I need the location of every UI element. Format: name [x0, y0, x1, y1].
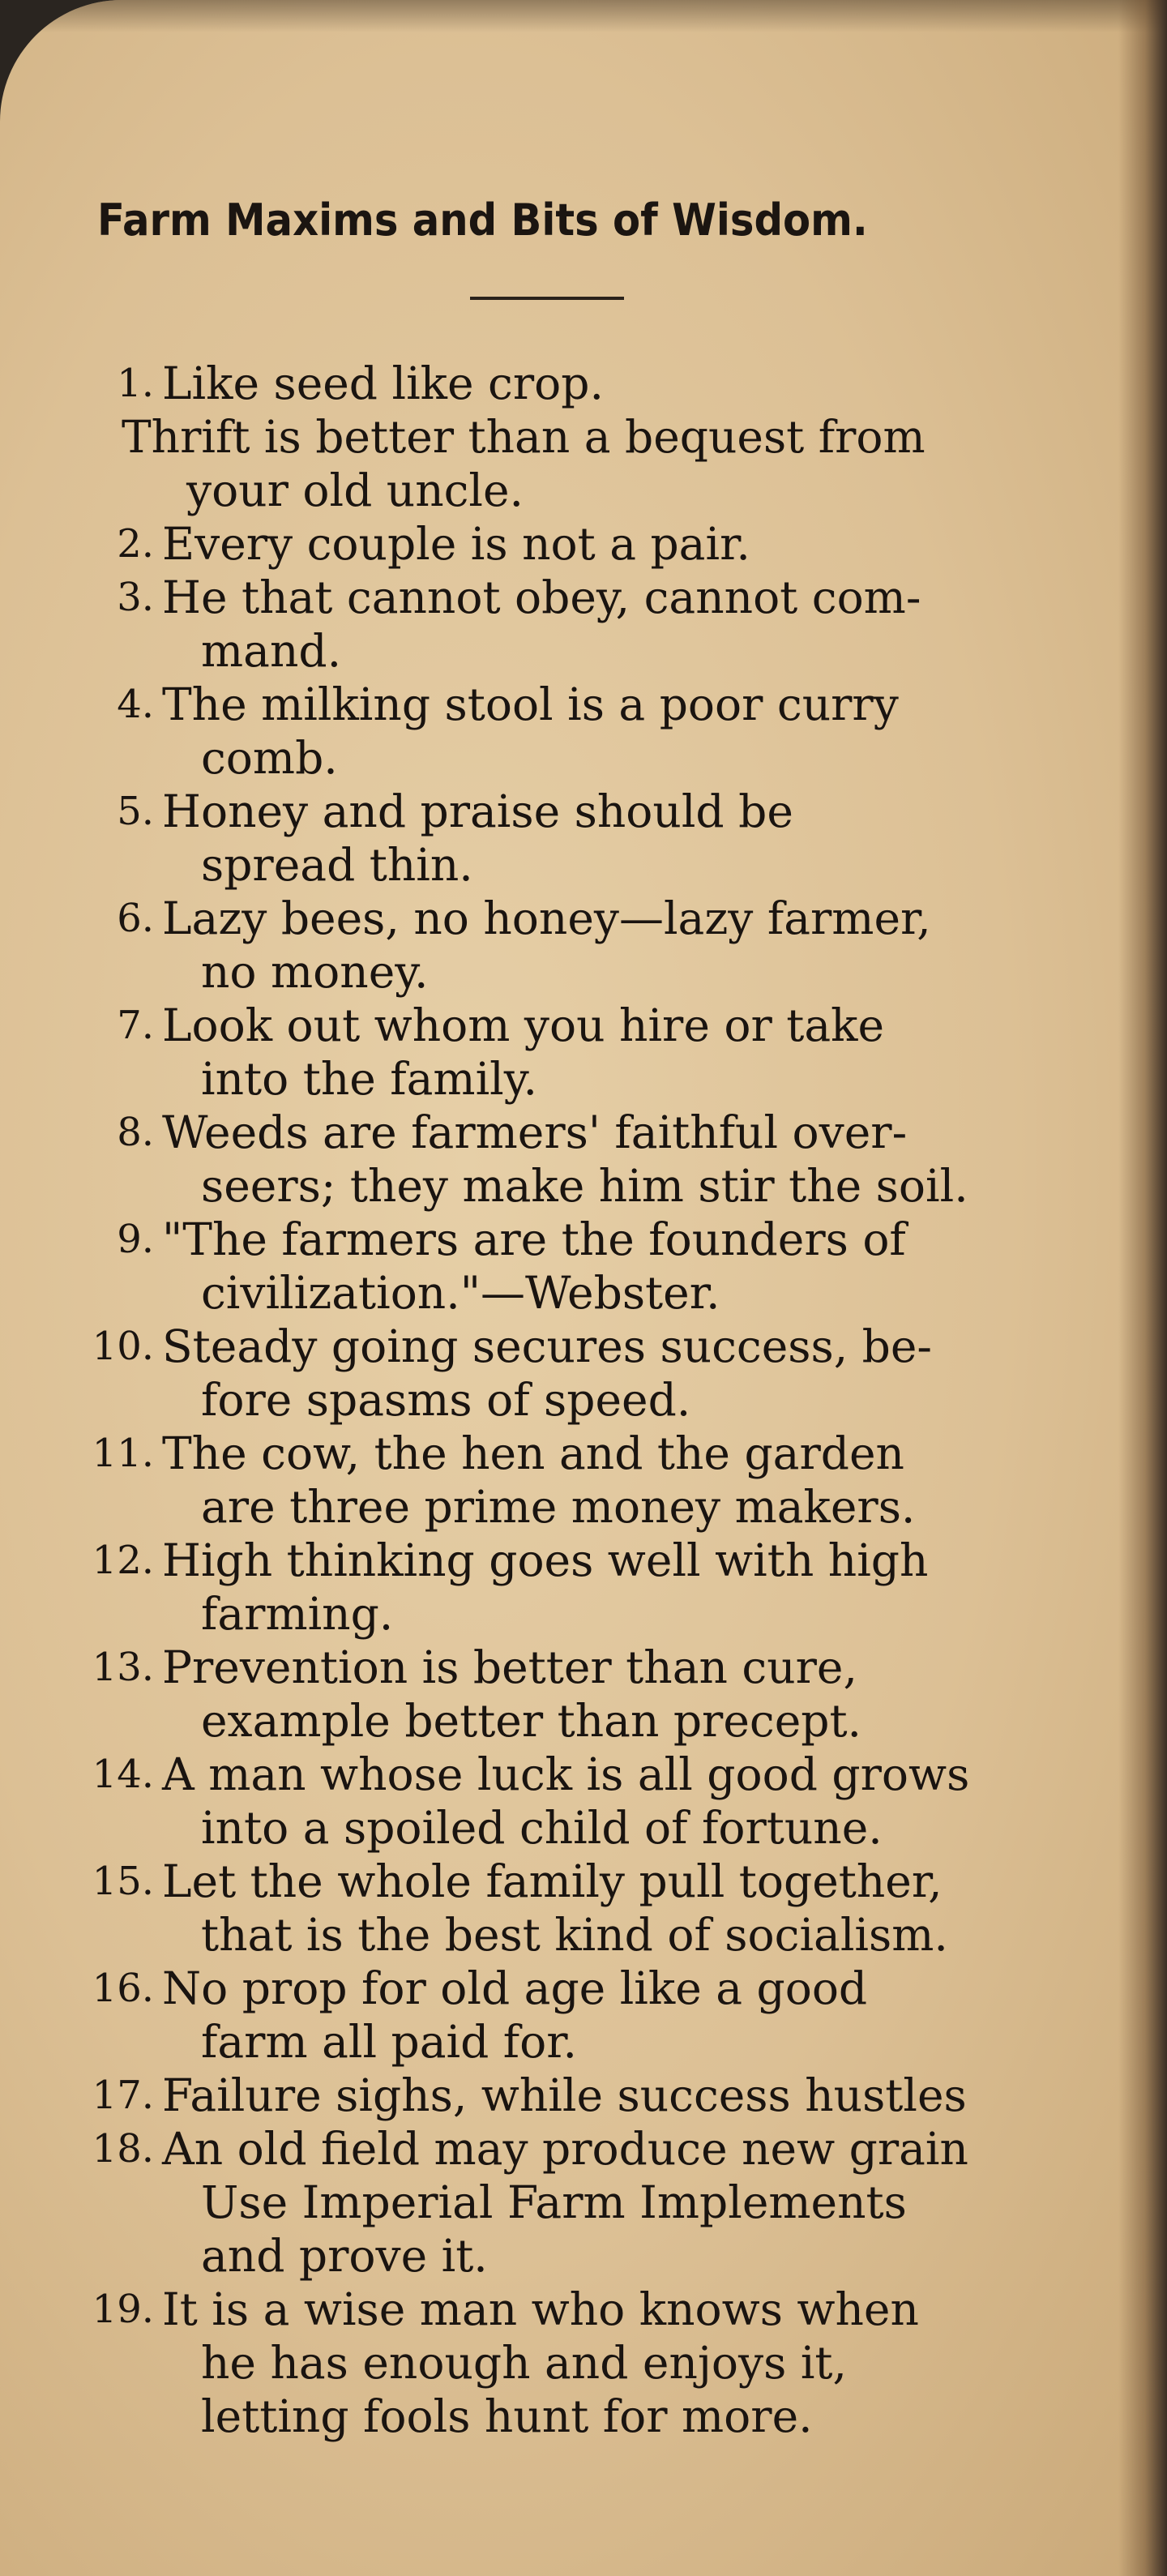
maxim-line: no money. [201, 946, 429, 998]
maxim-list [65, 357, 1054, 2443]
maxim-number: 5. [117, 789, 154, 834]
maxim-number: 11. [92, 1431, 154, 1476]
maxim-line: farming. [201, 1588, 394, 1640]
maxim-line: spread thin. [201, 839, 473, 891]
maxim-item [65, 1855, 1054, 1962]
maxim-number: 3. [117, 575, 154, 620]
maxim-line: and prove it. [201, 2230, 488, 2282]
maxim-item [65, 571, 1054, 678]
maxim-line: An old field may produce new grain [162, 2123, 968, 2175]
maxim-number: 2. [117, 521, 154, 567]
maxim-line: Failure sighs, while success hustles [162, 2069, 967, 2121]
maxim-item [65, 1427, 1054, 1534]
maxim-number: 16. [92, 1966, 154, 2011]
maxim-item [65, 1106, 1054, 1213]
maxim-line: comb. [201, 732, 338, 784]
maxim-line: Thrift is better than a bequest from [122, 411, 925, 463]
maxim-line: into the family. [201, 1053, 537, 1105]
maxim-item [65, 357, 1054, 410]
maxim-item [65, 1213, 1054, 1320]
maxim-line: Lazy bees, no honey—lazy farmer, [162, 892, 931, 944]
maxim-line: "The farmers are the founders of [162, 1213, 906, 1265]
maxim-item [65, 678, 1054, 785]
maxim-line: that is the best kind of socialism. [201, 1909, 948, 1961]
maxim-line: Prevention is better than cure, [162, 1641, 857, 1693]
maxim-item [65, 892, 1054, 999]
maxim-line: He that cannot obey, cannot com- [162, 571, 921, 623]
page-title: Farm Maxims and Bits of Wisdom. [97, 195, 868, 246]
maxim-line: Like seed like crop. [162, 357, 604, 409]
maxim-item [65, 2069, 1054, 2122]
maxim-line: High thinking goes well with high [162, 1534, 929, 1586]
maxim-number: 15. [92, 1859, 154, 1904]
maxim-line: It is a wise man who knows when [162, 2283, 919, 2335]
maxim-number: 19. [92, 2287, 154, 2332]
maxim-line: letting fools hunt for more. [201, 2390, 813, 2442]
maxim-line: are three prime money makers. [201, 1481, 916, 1533]
book-spine-shadow [1118, 0, 1167, 2576]
maxim-line: example better than precept. [201, 1695, 862, 1747]
maxim-item [65, 1320, 1054, 1427]
maxim-line: Every couple is not a pair. [162, 518, 750, 570]
maxim-item [65, 1962, 1054, 2069]
maxim-number: 10. [92, 1324, 154, 1369]
maxim-item [65, 999, 1054, 1106]
maxim-number: 7. [117, 1003, 154, 1048]
maxim-number: 13. [92, 1645, 154, 1690]
maxim-item [65, 517, 1054, 571]
title-divider [470, 297, 624, 300]
maxim-line: into a spoiled child of fortune. [201, 1802, 883, 1854]
maxim-line: Honey and praise should be [162, 785, 793, 837]
maxim-line: Steady going secures success, be- [162, 1320, 933, 1372]
maxim-number: 1. [117, 361, 154, 406]
maxim-number: 17. [92, 2073, 154, 2118]
maxim-number: 8. [117, 1110, 154, 1155]
maxim-number: 9. [117, 1217, 154, 1262]
maxim-line: The milking stool is a poor curry [162, 678, 899, 730]
maxim-line: mand. [201, 625, 342, 677]
maxim-line: Use Imperial Farm Implements [201, 2176, 907, 2228]
maxim-item [65, 1534, 1054, 1641]
page-top-edge [0, 0, 1167, 32]
maxim-number: 14. [92, 1752, 154, 1797]
maxim-line: your old uncle. [186, 464, 524, 516]
maxim-line: A man whose luck is all good grows [162, 1748, 970, 1800]
maxim-line: he has enough and enjoys it, [201, 2337, 847, 2389]
maxim-line: Let the whole family pull together, [162, 1855, 943, 1907]
maxim-number: 4. [117, 682, 154, 727]
maxim-line: Look out whom you hire or take [162, 999, 885, 1051]
maxim-line: The cow, the hen and the garden [162, 1427, 904, 1479]
maxim-line: fore spasms of speed. [201, 1374, 691, 1426]
maxim-item [65, 785, 1054, 892]
maxim-line: seers; they make him stir the soil. [201, 1160, 968, 1212]
maxim-number: 18. [92, 2126, 154, 2172]
maxim-number: 12. [92, 1538, 154, 1583]
maxim-line: Weeds are farmers' faithful over- [162, 1106, 908, 1158]
maxim-line: farm all paid for. [201, 2016, 578, 2068]
maxim-item [65, 1641, 1054, 1748]
unnumbered-maxim [65, 410, 1054, 517]
maxim-item [65, 2283, 1054, 2443]
maxim-line: No prop for old age like a good [162, 1962, 868, 2014]
maxim-item [65, 1748, 1054, 1855]
maxim-line: civilization."—Webster. [201, 1267, 720, 1319]
maxim-number: 6. [117, 896, 154, 941]
maxim-item [65, 2122, 1054, 2283]
